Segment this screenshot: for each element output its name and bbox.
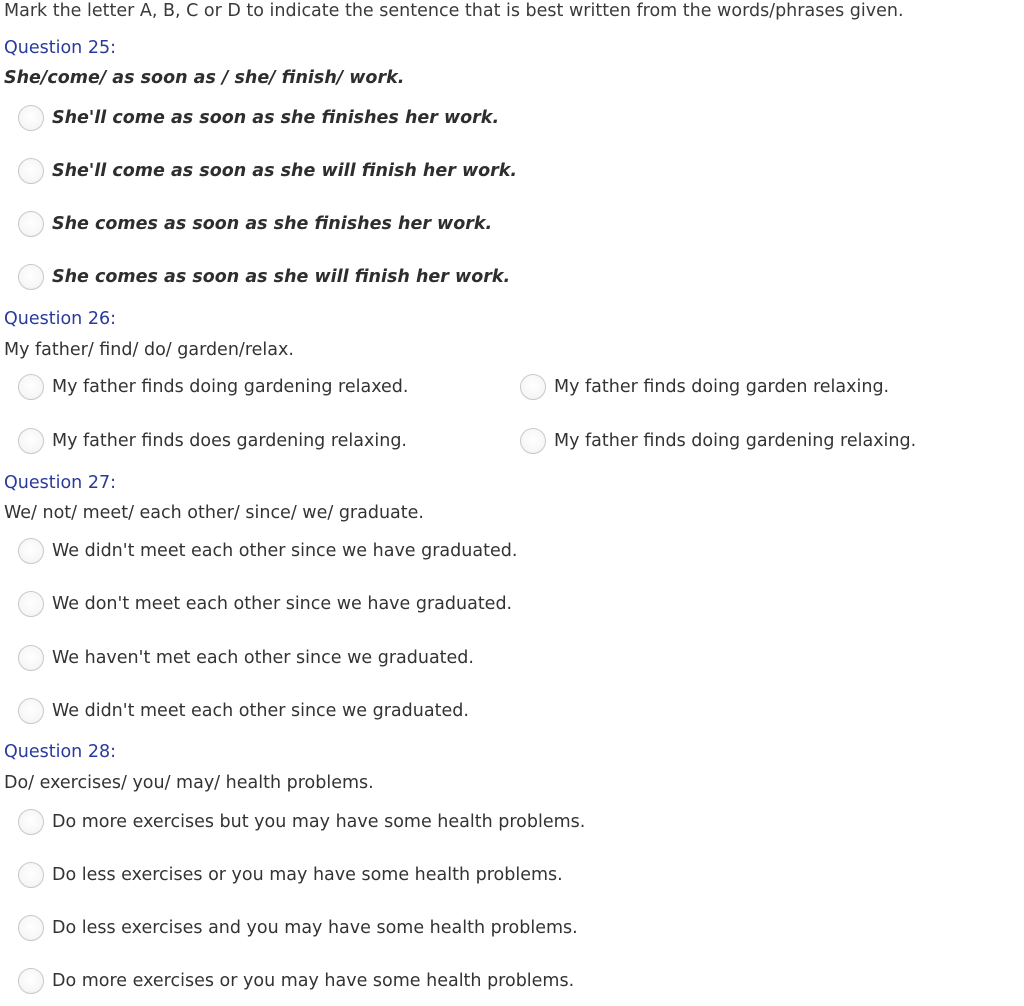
option-label: She'll come as soon as she will finish her work.	[52, 161, 518, 181]
question-25-option-c[interactable]	[18, 211, 492, 237]
radio-button[interactable]	[18, 645, 44, 671]
question-25-prompt: She/come/ as soon as / she/ finish/ work.	[4, 68, 405, 88]
option-label: We didn't meet each other since we graduated.	[52, 701, 469, 721]
question-27-prompt: We/ not/ meet/ each other/ since/ we/ graduate.	[4, 503, 424, 523]
radio-button[interactable]	[18, 264, 44, 290]
question-27-option-a[interactable]	[18, 538, 517, 564]
radio-button[interactable]	[18, 211, 44, 237]
radio-button[interactable]	[18, 809, 44, 835]
instruction-text: Mark the letter A, B, C or D to indicate the sentence that is best written from the words/phrases given.	[4, 1, 904, 21]
question-26-option-a[interactable]	[18, 374, 408, 400]
question-28-prompt: Do/ exercises/ you/ may/ health problems.	[4, 773, 374, 793]
option-label: Do more exercises or you may have some health problems.	[52, 971, 575, 991]
question-25-option-a[interactable]	[18, 105, 499, 131]
question-26-prompt: My father/ find/ do/ garden/relax.	[4, 340, 294, 360]
question-25-option-d[interactable]	[18, 264, 510, 290]
radio-button[interactable]	[18, 915, 44, 941]
question-27-option-d[interactable]	[18, 698, 469, 724]
question-25-option-b[interactable]	[18, 158, 517, 184]
radio-button[interactable]	[18, 158, 44, 184]
option-label: She'll come as soon as she finishes her work.	[52, 108, 500, 128]
option-label: My father finds does gardening relaxing.	[52, 431, 407, 451]
radio-button[interactable]	[18, 591, 44, 617]
option-label: My father finds doing garden relaxing.	[554, 377, 890, 397]
option-label: My father finds doing gardening relaxing.	[554, 431, 917, 451]
question-26-option-c[interactable]	[18, 428, 407, 454]
option-label: We haven't met each other since we graduated.	[52, 648, 474, 668]
question-26-option-b[interactable]	[520, 374, 889, 400]
option-label: She comes as soon as she finishes her work.	[52, 214, 493, 234]
option-label: Do less exercises and you may have some health problems.	[52, 918, 578, 938]
question-27-option-c[interactable]	[18, 645, 474, 671]
radio-button[interactable]	[18, 105, 44, 131]
option-label: Do less exercises or you may have some health problems.	[52, 865, 563, 885]
option-label: My father finds doing gardening relaxed.	[52, 377, 409, 397]
question-28-option-b[interactable]	[18, 862, 563, 888]
question-27-option-b[interactable]	[18, 591, 512, 617]
question-28-title: Question 28:	[4, 742, 116, 762]
radio-button[interactable]	[520, 374, 546, 400]
radio-button[interactable]	[18, 968, 44, 994]
radio-button[interactable]	[18, 428, 44, 454]
radio-button[interactable]	[18, 374, 44, 400]
question-25-title: Question 25:	[4, 38, 116, 58]
question-26-title: Question 26:	[4, 309, 116, 329]
radio-button[interactable]	[520, 428, 546, 454]
question-28-option-c[interactable]	[18, 915, 578, 941]
radio-button[interactable]	[18, 538, 44, 564]
option-label: We don't meet each other since we have graduated.	[52, 594, 513, 614]
radio-button[interactable]	[18, 698, 44, 724]
question-27-title: Question 27:	[4, 473, 116, 493]
question-26-option-d[interactable]	[520, 428, 916, 454]
option-label: She comes as soon as she will finish her work.	[52, 267, 511, 287]
question-28-option-a[interactable]	[18, 809, 585, 835]
option-label: Do more exercises but you may have some health problems.	[52, 812, 586, 832]
option-label: We didn't meet each other since we have graduated.	[52, 541, 518, 561]
radio-button[interactable]	[18, 862, 44, 888]
question-28-option-d[interactable]	[18, 968, 574, 994]
